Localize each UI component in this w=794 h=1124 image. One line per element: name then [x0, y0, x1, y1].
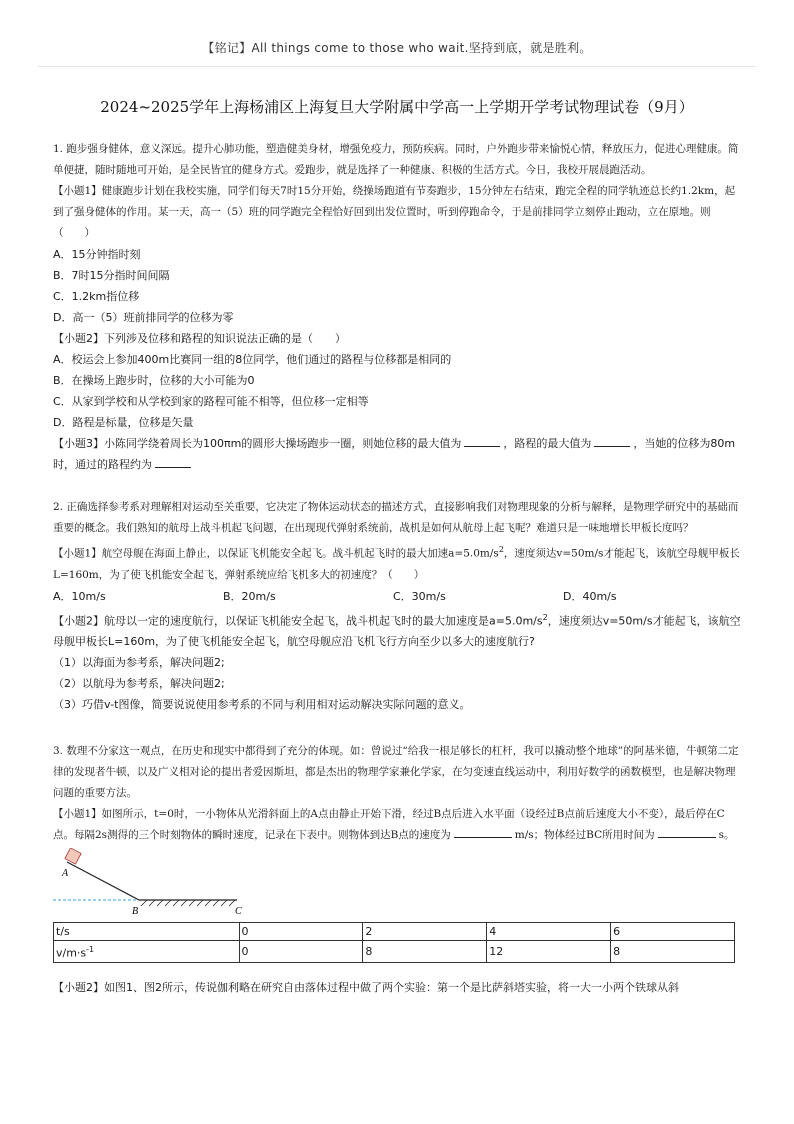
- question-1-sub1: 【小题1】健康跑步计划在我校实施，同学们每天7时15分开始，绕操场跑道有节奏跑步，15分钟左右结束，跑完全程的同学轨迹总长约1.2km，起到了强身健体的作用。某一天，高一（5）班的同学跑完全程恰好回到出发位置时，听到停跑命令，于是前排同学立刻停止跑动，立在原地。则（ ）: [53, 185, 736, 239]
- document-body: [53, 139, 743, 998]
- sub2-text-b: ，速度须达v=50m/s才能起飞，该航空母舰甲板长L=160m，为了使飞机能安全起飞，航空母舰应沿飞机飞行方向至少以多大的速度航行?: [53, 614, 741, 649]
- question-3-sub1: [53, 804, 743, 846]
- option-b[interactable]: B．7时15分指时间间隔: [53, 269, 170, 282]
- superscript: 2: [498, 545, 504, 554]
- unit-label: v/m·s: [56, 946, 87, 960]
- incline-diagram: [53, 848, 253, 920]
- table-header-cell: [54, 941, 240, 963]
- answer-blank[interactable]: [155, 455, 191, 468]
- sub3-text-b: ，路程的最大值为: [503, 437, 592, 450]
- table-cell: 8: [611, 941, 735, 963]
- sub2-text-a: 【小题2】航母以一定的速度航行，以保证飞机能安全起飞，战斗机起飞时的最大加速度是a=5.0m/s: [53, 614, 543, 628]
- question-2-options: [53, 586, 743, 607]
- table-header-cell: t/s: [54, 923, 240, 941]
- answer-blank[interactable]: [464, 434, 500, 447]
- sub1-text-c: s。: [718, 829, 735, 842]
- table-row: [54, 941, 735, 963]
- option-c[interactable]: C．1.2km指位移: [53, 290, 140, 303]
- question-3-sub2: 【小题2】如图1、图2所示，传说伽利略在研究自由落体过程中做了两个实验：第一个是比萨斜塔实验，将一大一小两个铁球从斜: [53, 980, 679, 994]
- table-row: [54, 923, 735, 941]
- option-a[interactable]: A．15分钟指时刻: [53, 248, 141, 261]
- sub2-item: （1）以海面为参考系，解决问题2;: [53, 656, 225, 670]
- sub1-text-a: 【小题1】航空母舰在海面上静止，以保证飞机能安全起飞。战斗机起飞时的最大加速a=5.0m/s: [53, 547, 499, 560]
- header-motto: 【铭记】All things come to those who wait.坚持到底，就是胜利。: [202, 41, 592, 55]
- table-cell: 6: [611, 923, 735, 941]
- table-cell: 2: [363, 923, 487, 941]
- sub2-item: （3）巧借v-t图像，简要说说使用参考系的不同与利用相对运动解决实际问题的意义。: [53, 698, 471, 712]
- sub3-text-a: 【小题3】小陈同学绕着周长为100πm的圆形大操场跑步一圈，则她位移的最大值为: [53, 437, 462, 450]
- question-2-sub2: [53, 607, 743, 653]
- table-cell: 8: [363, 941, 487, 963]
- table-cell: 0: [239, 941, 363, 963]
- point-a-label: A: [62, 868, 69, 880]
- question-1-stem: 1. 跑步强身健体，意义深远。提升心肺功能，塑造健美身材，增强免疫力，预防疾病。同时，户外跑步带来愉悦心情，释放压力，促进心理健康。简单便捷，随时随地可开始，是全民皆宜的健身方式。爱跑步，就是选择了一种健康、积极的生活方式。今日，我校开展晨跑活动。: [53, 143, 739, 176]
- option-d[interactable]: D．路程是标量，位移是矢量: [53, 416, 194, 429]
- unit-superscript: -1: [86, 945, 95, 955]
- sub1-text-a: 【小题1】如图所示，t=0时，一小物体从光滑斜面上的A点由静止开始下滑，经过B点后进入水平面（设经过B点前后速度大小不变），最后停在C点。每隔2s测得的三个时刻物体的瞬时速度，记录在下表中。则物体到达B点的速度为: [53, 808, 725, 842]
- option-c[interactable]: C．从家到学校和从学校到家的路程可能不相等，但位移一定相等: [53, 395, 369, 408]
- superscript: 2: [542, 612, 548, 622]
- table-cell: 4: [487, 923, 611, 941]
- sub1-text-b: ，速度须达v=50m/s才能起飞，该航空母舰甲板长L=160m，为了使飞机能安全起飞，弹射系统应给飞机多大的初速度？（ ）: [53, 547, 740, 581]
- table-cell: 12: [487, 941, 611, 963]
- incline-surface: [67, 862, 139, 900]
- sub3-text-c: ，当她的位移为80m时，通过的路程约为: [53, 437, 736, 471]
- question-1-sub3: [53, 433, 743, 475]
- answer-blank[interactable]: [658, 825, 716, 838]
- page-title: 2024~2025学年上海杨浦区上海复旦大学附属中学高一上学期开学考试物理试卷（9月）: [100, 98, 694, 116]
- question-3: [53, 741, 743, 998]
- answer-blank[interactable]: [454, 825, 512, 838]
- point-b-label: B: [132, 906, 139, 918]
- option-a[interactable]: A．校运会上参加400m比赛同一组的8位同学，他们通过的路程与位移都是相同的: [53, 353, 452, 366]
- question-2-stem: 2. 正确选择参考系对理解相对运动至关重要，它决定了物体运动状态的描述方式，直接影响我们对物理现象的分析与解释，是物理学研究中的基础而重要的概念。我们熟知的航母上战斗机起飞问题，在出现现代弹射系统前，战机是如何从航母上起飞呢？难道只是一味地增长甲板长度吗？: [53, 501, 739, 534]
- option-c[interactable]: C．30m/s: [393, 589, 446, 603]
- option-b[interactable]: B．20m/s: [223, 589, 276, 603]
- option-a[interactable]: A．10m/s: [53, 589, 106, 603]
- question-2-sub1: [53, 539, 743, 586]
- option-b[interactable]: B．在操场上跑步时，位移的大小可能为0: [53, 374, 255, 387]
- ground-hatching: [141, 900, 235, 906]
- header-divider: [38, 66, 756, 67]
- question-1: [53, 139, 743, 475]
- sub1-text-b: m/s；物体经过BC所用时间为: [514, 829, 655, 842]
- question-1-sub2: 【小题2】下列涉及位移和路程的知识说法正确的是（ ）: [53, 332, 346, 345]
- question-2: [53, 497, 743, 715]
- table-cell: 0: [239, 923, 363, 941]
- velocity-table: [53, 922, 735, 963]
- point-c-label: C: [235, 906, 242, 918]
- option-d[interactable]: D．40m/s: [563, 589, 617, 603]
- question-3-stem: 3. 数理不分家这一观点，在历史和现实中都得到了充分的体现。如：曾说过“给我一根足够长的杠杆，我可以撬动整个地球”的阿基米德，牛顿第二定律的发现者牛顿，以及广义相对论的提出者爱因斯坦，都是杰出的物理学家兼化学家，在匀变速直线运动中，利用好数学的函数模型，也是解决物理问题的重要方法。: [53, 745, 739, 800]
- sub2-item: （2）以航母为参考系，解决问题2;: [53, 677, 225, 691]
- incline-figure: [53, 848, 743, 920]
- answer-blank[interactable]: [594, 434, 630, 447]
- option-d[interactable]: D．高一（5）班前排同学的位移为零: [53, 311, 234, 324]
